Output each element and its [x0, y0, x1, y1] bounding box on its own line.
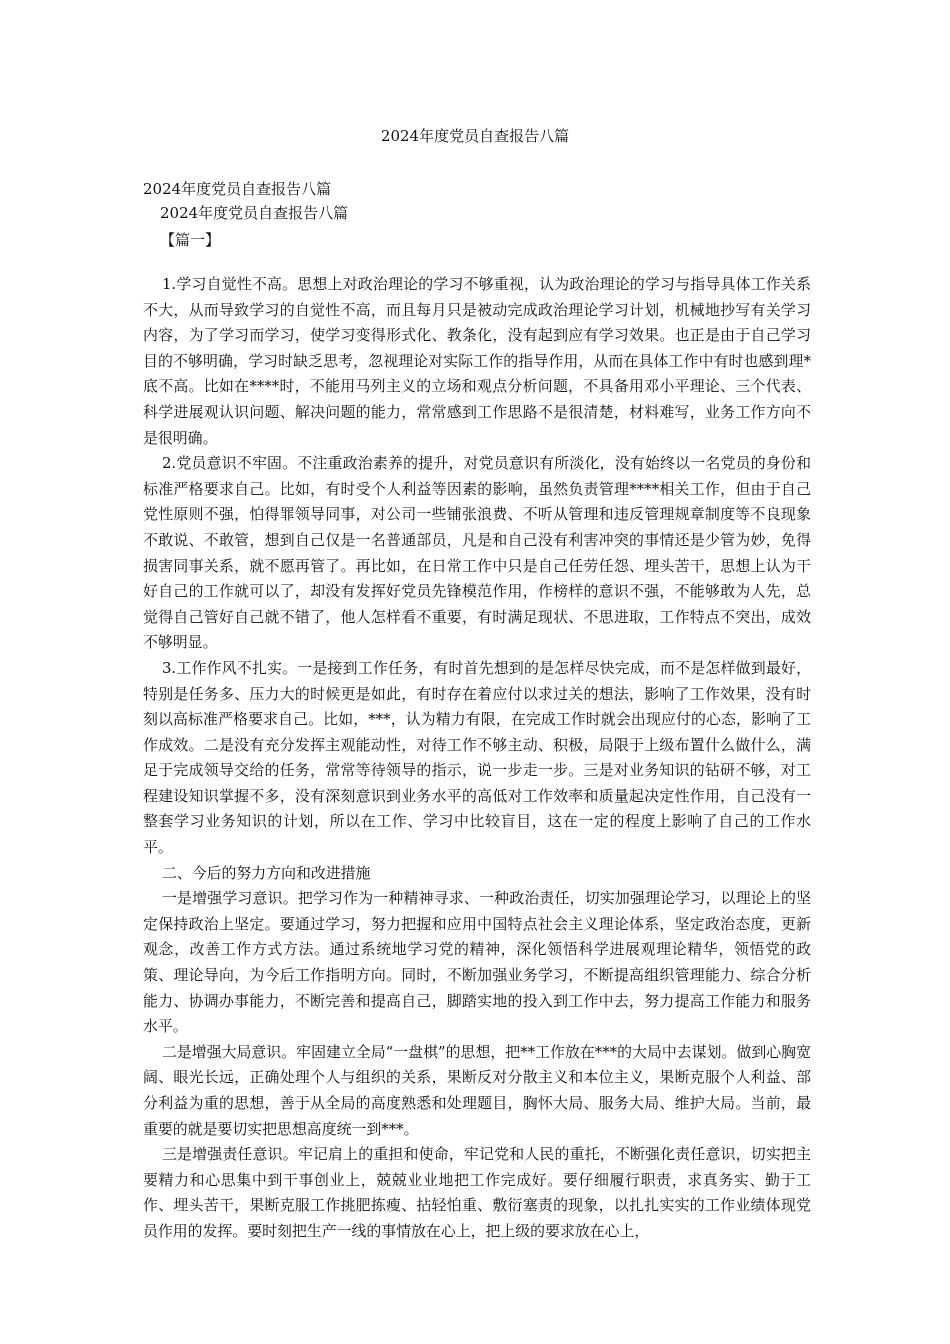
- paragraph-party-awareness: 2.党员意识不牢固。不注重政治素养的提升，对党员意识有所淡化，没有始终以一名党员的身份和标准严格要求自己。比如，有时受个人利益等因素的影响，虽然负责管理****相关工作，但由于自己党性原则不强，怕得罪领导同事，对公司一些铺张浪费、不听从管理和违反管理规章制度等不良现象不敢说、不敢管，想到自己仅是一名普通部员，凡是和自己没有利害冲突的事情还是少管为妙，免得损害同事关系，就不愿再管了。再比如，在日常工作中只是自己任劳任怨、埋头苦干，思想上认为干好自己的工作就可以了，却没有发挥好党员先锋模范作用，作榜样的意识不强，不能够敢为人先，总觉得自己管好自己就不错了，他人怎样看不重要，有时满足现状、不思进取，工作特点不突出，成效不够明显。: [143, 454, 811, 652]
- document-subheading: 2024年度党员自查报告八篇: [160, 204, 349, 222]
- section-heading-improvement: 二、今后的努力方向和改进措施: [161, 863, 371, 882]
- document-title: 2024年度党员自查报告八篇: [380, 127, 570, 145]
- document-body: [143, 272, 811, 1245]
- section-label: 【篇一】: [160, 231, 221, 249]
- paragraph-study-awareness: 1.学习自觉性不高。思想上对政治理论的学习不够重视，认为政治理论的学习与指导具体工作关系不大，从而导致学习的自觉性不高，而且每月只是被动完成政治理论学习计划，机械地抄写有关学习内容，为了学习而学习，使学习变得形式化、教条化，没有起到应有学习效果。也正是由于自己学习目的不够明确，学习时缺乏思考，忽视理论对实际工作的指导作用，从而在具体工作中有时也感到理*底不高。比如在****时，不能用马列主义的立场和观点分析问题，不具备用邓小平理论、三个代表、科学进展观认识问题、解决问题的能力，常常感到工作思路不是很清楚，材料难写，业务工作方向不是很明确。: [143, 275, 811, 447]
- paragraph-work-style: 3.工作作风不扎实。一是接到工作任务，有时首先想到的是怎样尽快完成，而不是怎样做到最好，特别是任务多、压力大的时候更是如此，有时存在着应付以求过关的想法，影响了工作效果，没有时刻以高标准严格要求自己。比如，***，认为精力有限，在完成工作时就会出现应付的心态，影响了工作成效。二是没有充分发挥主观能动性，对待工作不够主动、积极，局限于上级布置什么做什么，满足于完成领导交给的任务，常常等待领导的指示，说一步走一步。三是对业务知识的钻研不够，对工程建设知识掌握不多，没有深刻意识到业务水平的高低对工作效率和质量起决定性作用，自己没有一整套学习业务知识的计划，所以在工作、学习中比较盲目，这在一定的程度上影响了自己的工作水平。: [143, 658, 811, 857]
- document-heading: 2024年度党员自查报告八篇: [143, 180, 332, 198]
- paragraph-overall-view: 二是增强大局意识。牢固建立全局“一盘棋”的思想，把**工作放在***的大局中去谋划。做到心胸宽阔、眼光长远，正确处理个人与组织的关系，果断反对分散主义和本位主义，果断克服个人利益、部分利益为重的思想，善于从全局的高度熟悉和处理题目，胸怀大局、服务大局、维护大局。当前，最重要的就是要切实把思想高度统一到***。: [143, 1042, 811, 1138]
- paragraph-responsibility: 三是增强责任意识。牢记肩上的重担和使命，牢记党和人民的重托，不断强化责任意识，切实把主要精力和心思集中到干事创业上，兢兢业业地把工作完成好。要仔细履行职责，求真务实、勤于工作、埋头苦干，果断克服工作挑肥拣瘦、拈轻怕重、敷衍塞责的现象，以扎扎实实的工作业绩体现党员作用的发挥。要时刻把生产一线的事情放在心上，把上级的要求放在心上，: [143, 1145, 811, 1240]
- paragraph-learning: 一是增强学习意识。把学习作为一种精神寻求、一种政治责任，切实加强理论学习，以理论上的坚定保持政治上坚定。要通过学习，努力把握和应用中国特点社会主义理论体系，坚定政治态度，更新观念，改善工作方式方法。通过系统地学习党的精神，深化领悟科学进展观理论精华，领悟党的政策、理论导向，为今后工作指明方向。同时，不断加强业务学习，不断提高组织管理能力、综合分析能力、协调办事能力，不断完善和提高自己，脚踏实地的投入到工作中去，努力提高工作能力和服务水平。: [143, 889, 811, 1036]
